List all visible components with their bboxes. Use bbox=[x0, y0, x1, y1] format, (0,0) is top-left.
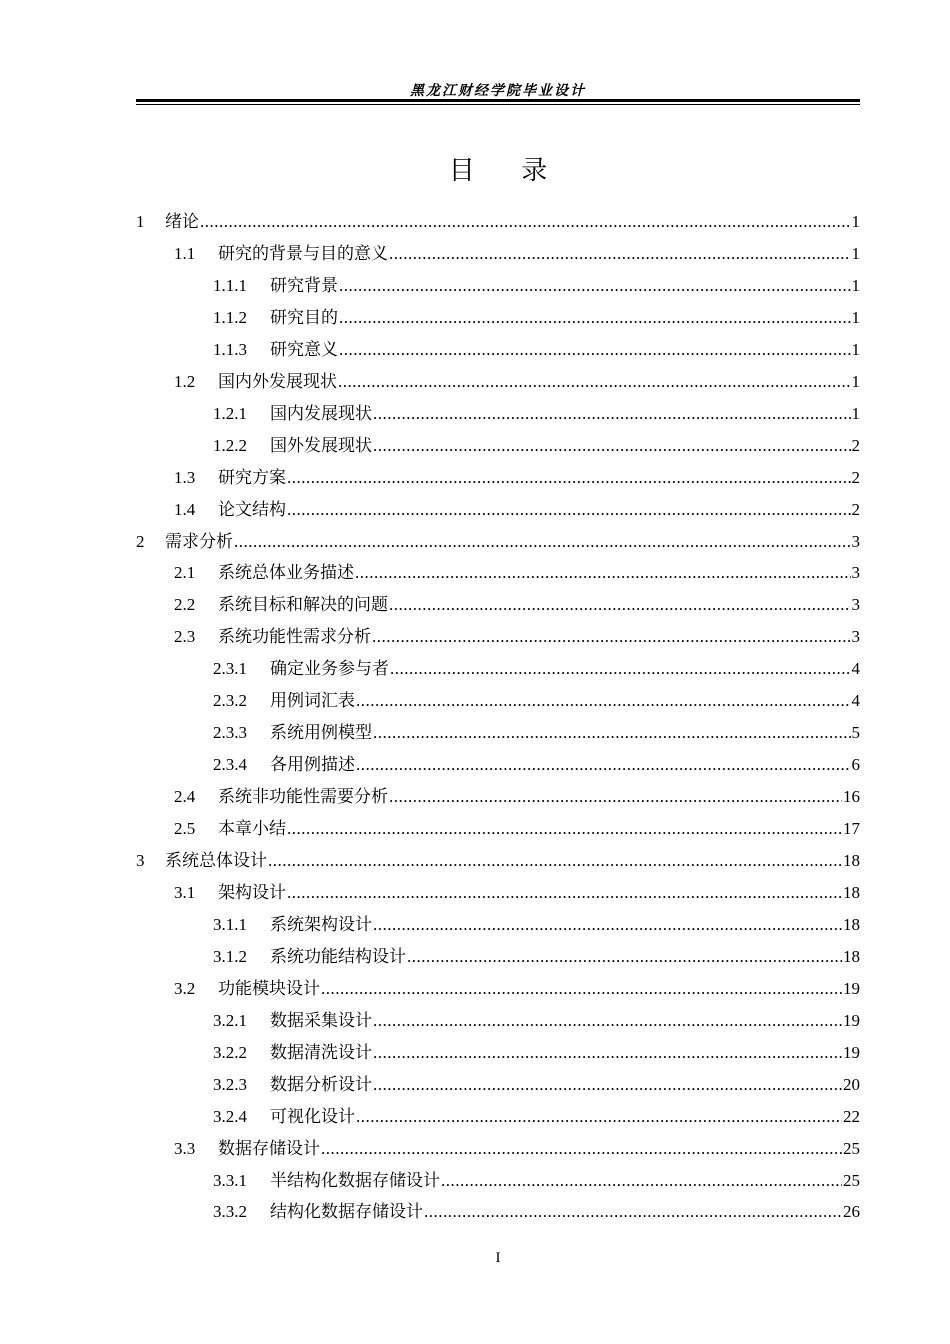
toc-entry-page: 1 bbox=[851, 307, 860, 327]
toc-entry-page: 1 bbox=[851, 243, 860, 263]
toc-dot-leader bbox=[373, 721, 851, 745]
toc-entry-page: 5 bbox=[851, 723, 860, 743]
toc-entry-page: 25 bbox=[843, 1170, 860, 1190]
toc-entry-label: 需求分析 bbox=[165, 531, 233, 551]
toc-entry-page: 2 bbox=[851, 499, 860, 519]
toc-entry-page: 1 bbox=[851, 339, 860, 359]
toc-entry-page: 18 bbox=[843, 851, 860, 870]
toc-dot-leader bbox=[373, 402, 851, 426]
toc-entry-page: 3 bbox=[851, 627, 860, 647]
toc-entry-label: 系统功能结构设计 bbox=[270, 946, 406, 966]
toc-entry-label: 研究的背景与目的意义 bbox=[218, 243, 388, 263]
toc-dot-leader bbox=[321, 1137, 842, 1161]
toc-entry-number: 1.2 bbox=[174, 371, 196, 391]
toc-dot-leader bbox=[389, 593, 851, 617]
toc-entry-number: 3.2.2 bbox=[213, 1042, 247, 1062]
toc-entry-number: 1.2.1 bbox=[213, 403, 247, 423]
toc-title: 目 录 bbox=[448, 156, 548, 185]
toc-entry[interactable] bbox=[136, 849, 860, 873]
toc-entry-page: 19 bbox=[843, 1042, 860, 1062]
header-rule-thick bbox=[136, 99, 860, 102]
header-rule-thin bbox=[136, 104, 860, 105]
toc-entry-label: 研究意义 bbox=[270, 339, 338, 359]
toc-entry-page: 18 bbox=[843, 914, 860, 934]
toc-dot-leader bbox=[339, 338, 851, 362]
toc-entry-number: 1.4 bbox=[174, 499, 196, 519]
toc-entry-number: 3.3.2 bbox=[213, 1202, 247, 1222]
toc-entry[interactable] bbox=[136, 530, 860, 554]
toc-entry-label: 国外发展现状 bbox=[270, 435, 372, 455]
toc-entry[interactable] bbox=[174, 881, 860, 905]
toc-entry[interactable] bbox=[213, 338, 860, 362]
toc-entry-label: 系统总体业务描述 bbox=[218, 563, 354, 583]
toc-entry-label: 数据存储设计 bbox=[218, 1138, 320, 1158]
toc-entry-label: 系统架构设计 bbox=[270, 914, 372, 934]
toc-entry-label: 系统总体设计 bbox=[165, 851, 267, 870]
toc-entry-label: 研究背景 bbox=[270, 275, 338, 295]
toc-entry-label: 绪论 bbox=[165, 212, 199, 231]
toc-dot-leader bbox=[321, 977, 842, 1001]
toc-entry-label: 国内发展现状 bbox=[270, 403, 372, 423]
toc-dot-leader bbox=[355, 561, 851, 585]
toc-entry-label: 系统用例模型 bbox=[270, 723, 372, 743]
toc-entry-page: 1 bbox=[851, 275, 860, 295]
toc-entry-number: 3.3 bbox=[174, 1138, 196, 1158]
toc-entry-label: 数据采集设计 bbox=[270, 1010, 372, 1030]
toc-entry-number: 2.3.4 bbox=[213, 755, 247, 775]
toc-dot-leader bbox=[287, 881, 842, 905]
toc-dot-leader bbox=[268, 849, 842, 873]
toc-entry[interactable] bbox=[174, 370, 860, 394]
toc-entry[interactable] bbox=[174, 817, 860, 841]
toc-entry-label: 本章小结 bbox=[218, 819, 286, 839]
toc-dot-leader bbox=[373, 913, 842, 937]
toc-entry-number: 3.1.2 bbox=[213, 946, 247, 966]
toc-entry[interactable] bbox=[174, 977, 860, 1001]
toc-entry-page: 26 bbox=[843, 1202, 860, 1222]
toc-entry-number: 1 bbox=[136, 212, 145, 231]
toc-entry-number: 2.1 bbox=[174, 563, 196, 583]
toc-entry-label: 国内外发展现状 bbox=[218, 371, 337, 391]
toc-entry-page: 25 bbox=[843, 1138, 860, 1158]
toc-dot-leader bbox=[338, 370, 851, 394]
toc-entry[interactable] bbox=[213, 913, 860, 937]
toc-entry[interactable] bbox=[213, 274, 860, 298]
toc-entry-page: 3 bbox=[851, 531, 860, 551]
toc-dot-leader bbox=[372, 625, 851, 649]
toc-entry-number: 3.1.1 bbox=[213, 914, 247, 934]
toc-entry-label: 功能模块设计 bbox=[218, 978, 320, 998]
toc-entry-label: 架构设计 bbox=[218, 882, 286, 902]
toc-entry-number: 1.1.3 bbox=[213, 339, 247, 359]
toc-entry-page: 2 bbox=[851, 467, 860, 487]
toc-entry[interactable] bbox=[213, 434, 860, 458]
toc-entry-label: 用例词汇表 bbox=[270, 691, 355, 711]
toc-entry-page: 19 bbox=[843, 1010, 860, 1030]
toc-entry-page: 3 bbox=[851, 563, 860, 583]
toc-entry[interactable] bbox=[213, 1169, 860, 1193]
toc-entry-page: 19 bbox=[843, 978, 860, 998]
toc-entry-number: 3.2 bbox=[174, 978, 196, 998]
toc-entry[interactable] bbox=[174, 785, 860, 809]
toc-entry-number: 1.1.1 bbox=[213, 275, 247, 295]
toc-entry-page: 1 bbox=[851, 212, 860, 231]
toc-entry[interactable] bbox=[174, 593, 860, 617]
toc-entry-number: 2.3.1 bbox=[213, 659, 247, 679]
toc-entry-number: 3.1 bbox=[174, 882, 196, 902]
toc-entry-number: 2 bbox=[136, 531, 145, 551]
toc-entry-number: 3.2.4 bbox=[213, 1106, 247, 1126]
toc-entry-page: 3 bbox=[851, 595, 860, 615]
toc-entry-page: 1 bbox=[851, 403, 860, 423]
toc-dot-leader bbox=[287, 817, 842, 841]
toc-entry-page: 18 bbox=[843, 946, 860, 966]
toc-entry-label: 数据清洗设计 bbox=[270, 1042, 372, 1062]
toc-entry-label: 论文结构 bbox=[218, 499, 286, 519]
toc-entry-number: 3.2.1 bbox=[213, 1010, 247, 1030]
toc-dot-leader bbox=[373, 434, 851, 458]
toc-entry-number: 3.2.3 bbox=[213, 1074, 247, 1094]
toc-entry[interactable] bbox=[213, 945, 860, 969]
toc-dot-leader bbox=[373, 1073, 842, 1097]
toc-dot-leader bbox=[407, 945, 842, 969]
toc-entry-page: 20 bbox=[843, 1074, 860, 1094]
toc-entry[interactable] bbox=[213, 1105, 860, 1129]
toc-entry[interactable] bbox=[136, 210, 860, 234]
toc-dot-leader bbox=[424, 1200, 842, 1224]
toc-entry-number: 2.3.2 bbox=[213, 691, 247, 711]
toc-entry-page: 16 bbox=[843, 787, 860, 807]
toc-dot-leader bbox=[373, 1041, 842, 1065]
toc-entry-label: 半结构化数据存储设计 bbox=[270, 1170, 440, 1190]
toc-entry-label: 结构化数据存储设计 bbox=[270, 1202, 423, 1222]
toc-entry-number: 2.3 bbox=[174, 627, 196, 647]
toc-entry[interactable] bbox=[174, 561, 860, 585]
toc-dot-leader bbox=[339, 274, 851, 298]
toc-dot-leader bbox=[390, 657, 851, 681]
toc-entry-label: 系统目标和解决的问题 bbox=[218, 595, 388, 615]
toc-entry-number: 1.2.2 bbox=[213, 435, 247, 455]
toc-entry-page: 18 bbox=[843, 882, 860, 902]
toc-dot-leader bbox=[389, 242, 851, 266]
toc-entry-page: 4 bbox=[851, 659, 860, 679]
toc-entry-label: 可视化设计 bbox=[270, 1106, 355, 1126]
toc-entry-number: 2.2 bbox=[174, 595, 196, 615]
toc-entry-label: 确定业务参与者 bbox=[270, 659, 389, 679]
running-header: 黑龙江财经学院毕业设计 bbox=[410, 84, 586, 99]
toc-entry-page: 2 bbox=[851, 435, 860, 455]
toc-entry[interactable] bbox=[174, 466, 860, 490]
toc-entry[interactable] bbox=[213, 753, 860, 777]
toc-dot-leader bbox=[373, 1009, 842, 1033]
toc-entry[interactable] bbox=[213, 1041, 860, 1065]
toc-entry-page: 6 bbox=[851, 755, 860, 775]
toc-entry-number: 2.3.3 bbox=[213, 723, 247, 743]
toc-dot-leader bbox=[287, 466, 851, 490]
toc-entry[interactable] bbox=[213, 306, 860, 330]
toc-entry-page: 1 bbox=[851, 371, 860, 391]
toc-entry[interactable] bbox=[213, 721, 860, 745]
toc-entry-number: 1.1.2 bbox=[213, 307, 247, 327]
toc-entry[interactable] bbox=[174, 625, 860, 649]
toc-entry[interactable] bbox=[213, 1073, 860, 1097]
toc-entry[interactable] bbox=[213, 657, 860, 681]
toc-entry[interactable] bbox=[213, 689, 860, 713]
toc-entry-page: 4 bbox=[851, 691, 860, 711]
toc-dot-leader bbox=[200, 210, 851, 234]
toc-entry[interactable] bbox=[213, 1200, 860, 1224]
toc-entry-page: 22 bbox=[843, 1106, 860, 1126]
toc-entry-number: 1.1 bbox=[174, 243, 196, 263]
toc-entry[interactable] bbox=[174, 1137, 860, 1161]
toc-dot-leader bbox=[234, 530, 851, 554]
toc-entry-number: 3 bbox=[136, 851, 145, 870]
toc-entry[interactable] bbox=[213, 402, 860, 426]
toc-entry[interactable] bbox=[174, 498, 860, 522]
toc-entry-number: 1.3 bbox=[174, 467, 196, 487]
toc-entry-number: 2.4 bbox=[174, 787, 196, 807]
toc-entry-page: 17 bbox=[843, 819, 860, 839]
toc-entry[interactable] bbox=[174, 242, 860, 266]
toc-dot-leader bbox=[356, 689, 851, 713]
toc-entry[interactable] bbox=[213, 1009, 860, 1033]
toc-entry-label: 系统功能性需求分析 bbox=[218, 627, 371, 647]
toc-dot-leader bbox=[441, 1169, 842, 1193]
toc-entry-number: 3.3.1 bbox=[213, 1170, 247, 1190]
toc-dot-leader bbox=[356, 753, 851, 777]
toc-entry-label: 系统非功能性需要分析 bbox=[218, 787, 388, 807]
toc-entry-label: 各用例描述 bbox=[270, 755, 355, 775]
toc-entry-label: 研究目的 bbox=[270, 307, 338, 327]
page-number: I bbox=[495, 1250, 501, 1266]
toc-dot-leader bbox=[287, 498, 851, 522]
toc-dot-leader bbox=[339, 306, 851, 330]
toc-entry-label: 研究方案 bbox=[218, 467, 286, 487]
toc-dot-leader bbox=[356, 1105, 842, 1129]
toc-entry-label: 数据分析设计 bbox=[270, 1074, 372, 1094]
toc-entry-number: 2.5 bbox=[174, 819, 196, 839]
toc-dot-leader bbox=[389, 785, 842, 809]
